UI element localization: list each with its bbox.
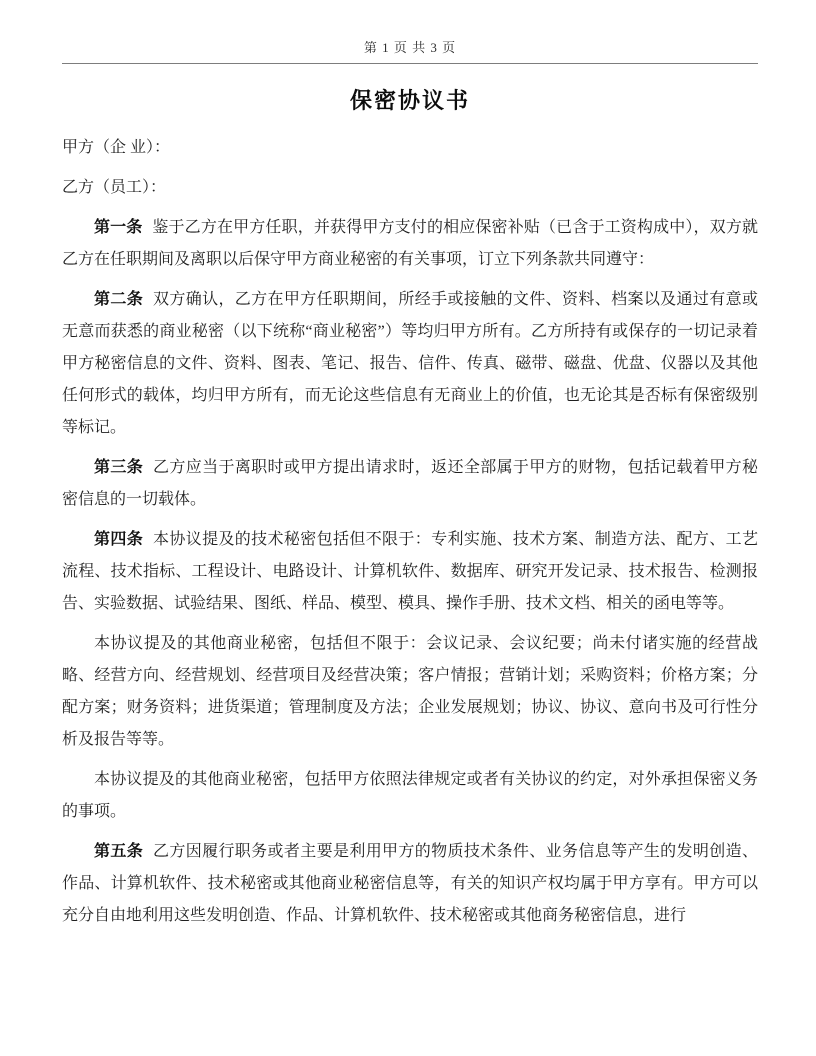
- party-b-line: 乙方（员工）：: [62, 179, 167, 196]
- header-divider-line: [62, 63, 758, 64]
- clause-term-4: 第四条: [94, 531, 144, 548]
- clause-paragraph-5: [62, 628, 758, 756]
- clause-text-6: 本协议提及的其他商业秘密，包括甲方依照法律规定或者有关协议的约定，对外承担保密义务的事项。: [62, 771, 758, 820]
- clause-text-4: 本协议提及的技术秘密包括但不限于：专利实施、技术方案、制造方法、配方、工艺流程、技术指标、工程设计、电路设计、计算机软件、数据库、研究开发记录、技术报告、检测报告、实验数据、试验结果、图纸、样品、模型、模具、操作手册、技术文档、相关的函电等等。: [62, 531, 758, 612]
- clause-text-7: 乙方因履行职务或者主要是利用甲方的物质技术条件、业务信息等产生的发明创造、作品、计算机软件、技术秘密或其他商业秘密信息等，有关的知识产权均属于甲方享有。甲方可以充分自由地利用这些发明创造、作品、计算机软件、技术秘密或其他商务秘密信息，进行: [62, 843, 758, 924]
- clause-paragraph-7: [62, 836, 758, 932]
- clause-paragraph-2: [62, 284, 758, 444]
- clause-paragraph-3: [62, 452, 758, 516]
- page-header: [62, 38, 758, 64]
- clause-term-3: 第三条: [94, 459, 144, 476]
- party-a-line: 甲方（企 业）：: [62, 139, 171, 156]
- clause-paragraph-1: [62, 212, 758, 276]
- clause-text-3: 乙方应当于离职时或甲方提出请求时，返还全部属于甲方的财物，包括记载着甲方秘密信息的一切载体。: [62, 459, 758, 508]
- document-title: 保密协议书: [349, 88, 470, 113]
- clause-paragraph-4: [62, 524, 758, 620]
- clause-text-1: 鉴于乙方在甲方任职，并获得甲方支付的相应保密补贴（已含于工资构成中），双方就乙方在任职期间及离职以后保守甲方商业秘密的有关事项，订立下列条款共同遵守：: [62, 219, 758, 268]
- page-number-indicator: 第 1 页 共 3 页: [363, 40, 457, 55]
- clause-term-2: 第二条: [94, 291, 144, 308]
- clause-text-2: 双方确认，乙方在甲方任职期间，所经手或接触的文件、资料、档案以及通过有意或无意而获悉的商业秘密（以下统称“商业秘密”）等均归甲方所有。乙方所持有或保存的一切记录着甲方秘密信息的文件、资料、图表、笔记、报告、信件、传真、磁带、磁盘、优盘、仪器以及其他任何形式的载体，均归甲方所有，而无论这些信息有无商业上的价值，也无论其是否标有保密级别等标记。: [62, 291, 758, 436]
- clause-term-7: 第五条: [94, 843, 144, 860]
- clause-text-5: 本协议提及的其他商业秘密，包括但不限于：会议记录、会议纪要；尚未付诸实施的经营战略、经营方向、经营规划、经营项目及经营决策；客户情报；营销计划；采购资料；价格方案；分配方案；财务资料；进货渠道；管理制度及方法；企业发展规划；协议、协议、意向书及可行性分析及报告等等。: [62, 635, 758, 748]
- clause-term-1: 第一条: [94, 219, 143, 236]
- clause-paragraph-6: [62, 764, 758, 828]
